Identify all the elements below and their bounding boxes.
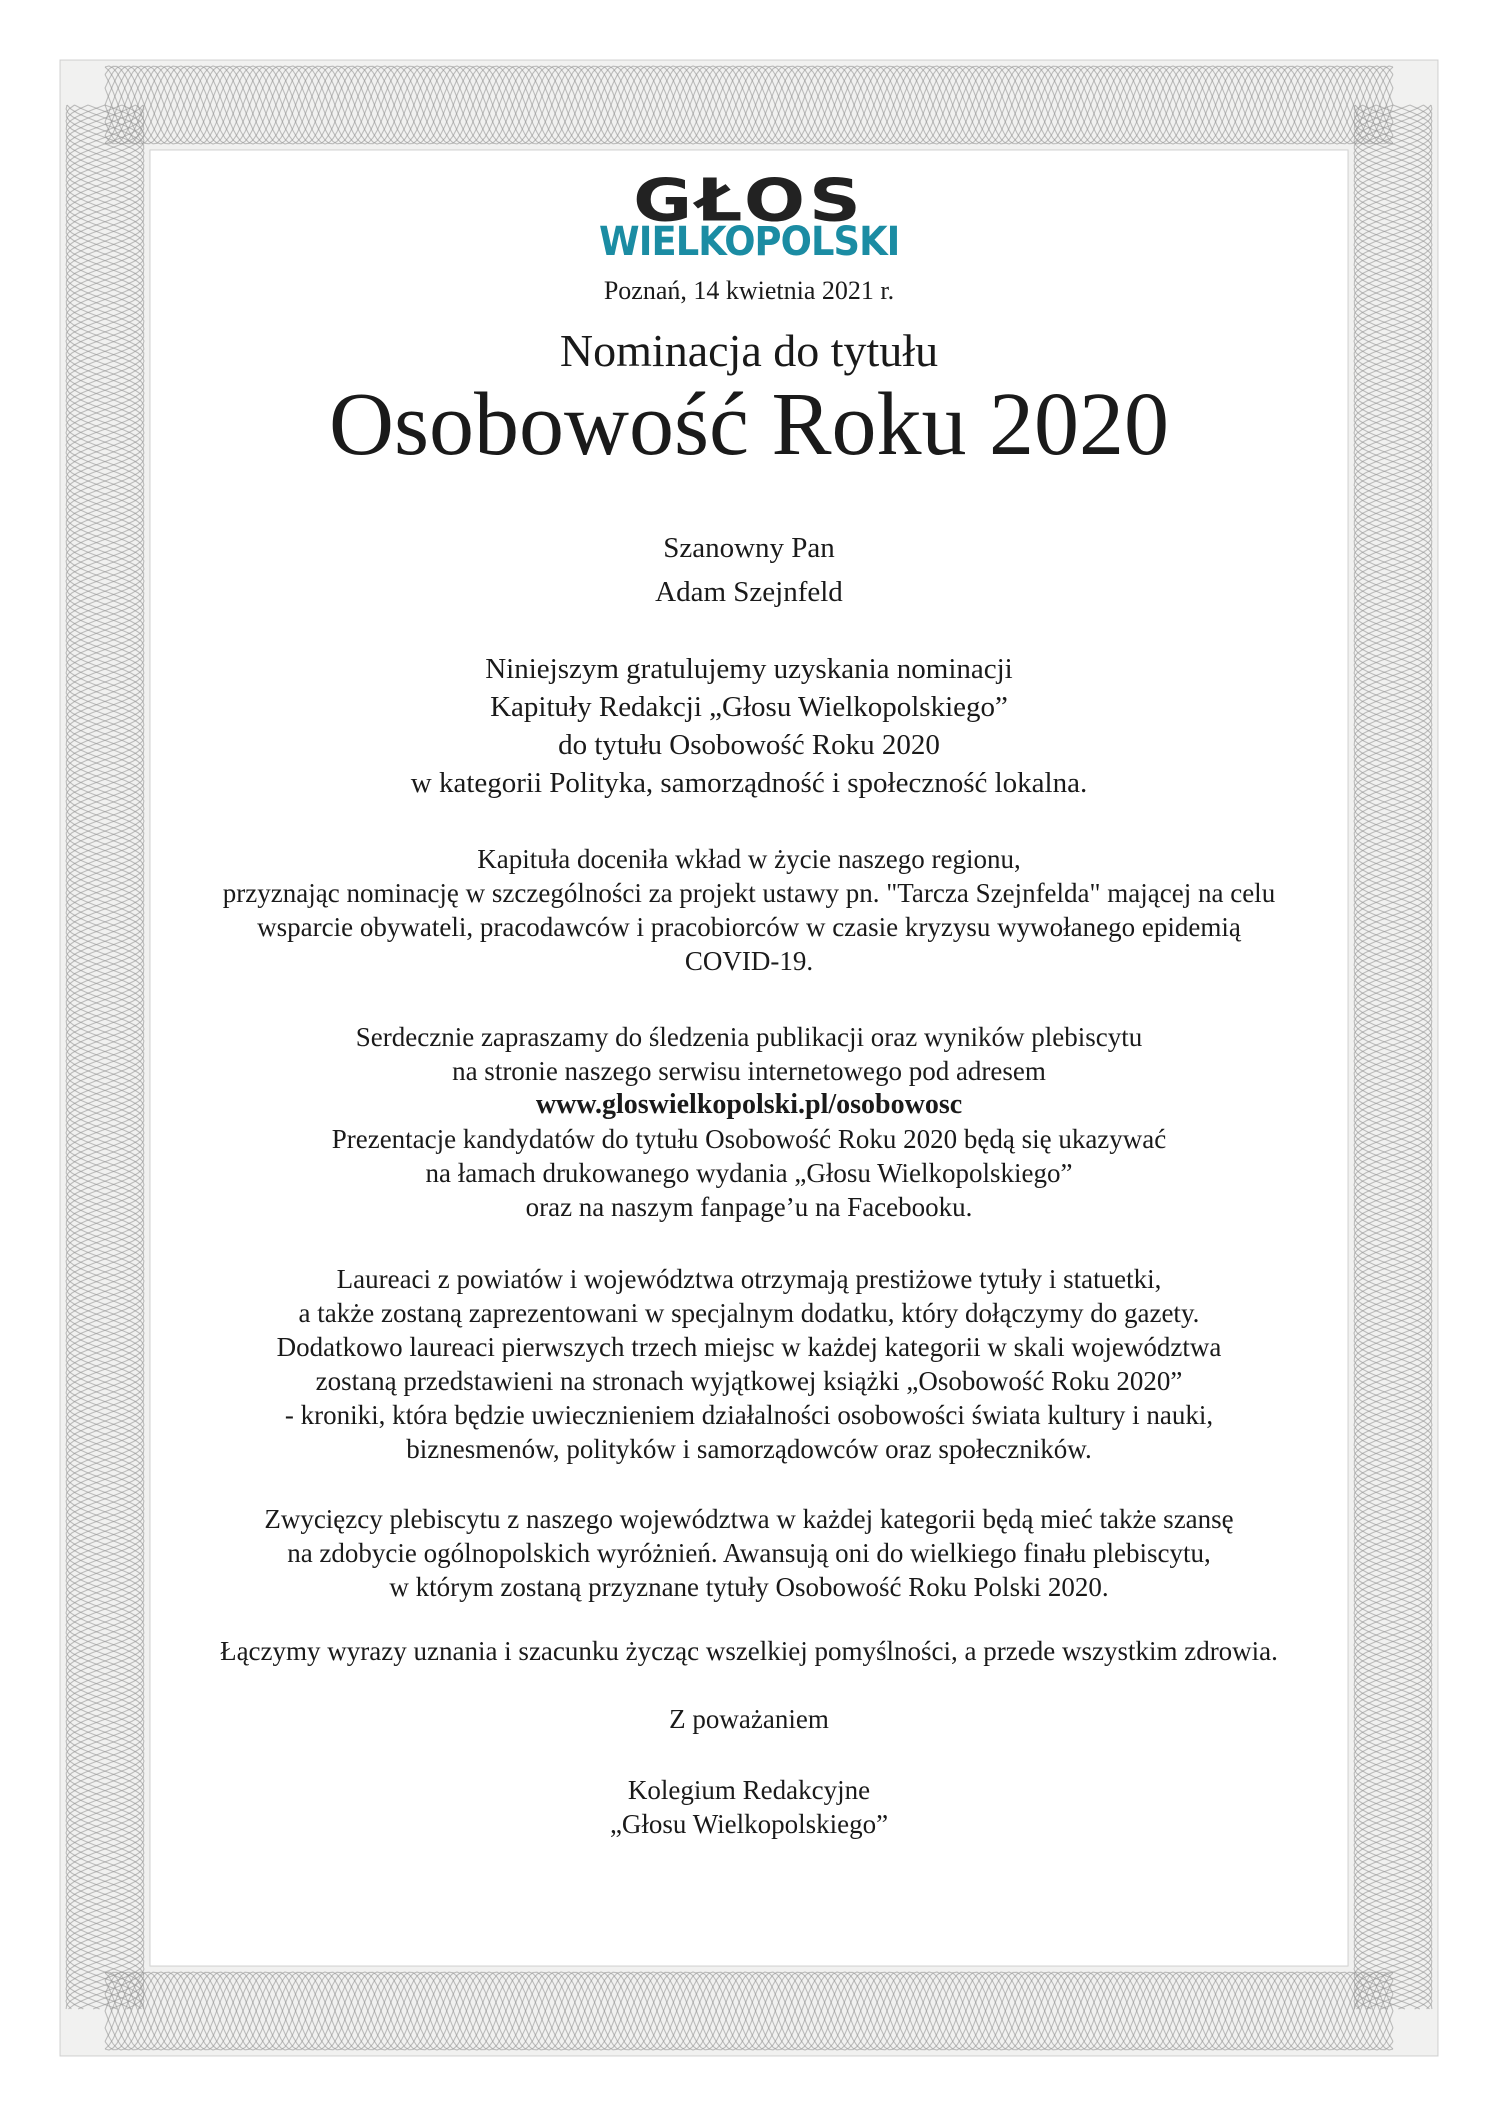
text-line: w którym zostaną przyznane tytuły Osobowość Roku Polski 2020. — [389, 1572, 1109, 1602]
text-line: Niniejszym gratulujemy uzyskania nominacji — [485, 653, 1013, 685]
text-line: na stronie naszego serwisu internetowego pod adresem — [452, 1056, 1046, 1086]
text-line: COVID-19. — [684, 946, 814, 976]
paragraph-congratulations — [150, 650, 1348, 802]
salutation — [150, 526, 1348, 614]
paragraph-justification — [150, 842, 1348, 978]
logo-bottom-text: WIELKOPOLSKI — [598, 219, 900, 265]
signature-line: Kolegium Redakcyjne — [627, 1775, 871, 1805]
paragraph-laureates — [150, 1262, 1348, 1466]
signature-line: „Głosu Wielkopolskiego” — [609, 1809, 889, 1839]
closing-phrase: Z poważaniem — [669, 1704, 829, 1734]
text-line: oraz na naszym fanpage’u na Facebooku. — [525, 1192, 973, 1222]
paragraph-invitation — [150, 1020, 1348, 1224]
text-line: wsparcie obywateli, pracodawców i pracobiorców w czasie kryzysu wywołanego epidemią — [257, 912, 1241, 942]
text-line: - kroniki, która będzie uwiecznieniem działalności osobowości świata kultury i nauki, — [284, 1400, 1214, 1430]
text-line: Kapituła doceniła wkład w życie naszego regionu, — [477, 844, 1021, 874]
text-line: Laureaci z powiatów i województwa otrzymają prestiżowe tytuły i statuetki, — [336, 1264, 1162, 1294]
text-line: Serdecznie zapraszamy do śledzenia publikacji oraz wyników plebiscytu — [355, 1022, 1143, 1052]
website-url: www.gloswielkopolski.pl/osobowosc — [535, 1089, 963, 1120]
text-line: biznesmenów, polityków i samorządowców oraz społeczników. — [406, 1434, 1092, 1464]
text-line: do tytułu Osobowość Roku 2020 — [558, 729, 940, 761]
signature — [150, 1773, 1348, 1841]
text-line: na łamach drukowanego wydania „Głosu Wielkopolskiego” — [425, 1158, 1073, 1188]
document-date: Poznań, 14 kwietnia 2021 r. — [603, 276, 895, 305]
salutation-line: Szanowny Pan — [663, 532, 835, 564]
text-line: Prezentacje kandydatów do tytułu Osobowość Roku 2020 będą się ukazywać — [331, 1124, 1167, 1154]
newspaper-logo — [150, 164, 1348, 265]
text-line: Dodatkowo laureaci pierwszych trzech miejsc w każdej kategorii w skali województwa — [276, 1332, 1222, 1362]
nomination-heading: Nominacja do tytułu — [559, 325, 939, 376]
award-title: Osobowość Roku 2020 — [328, 375, 1169, 474]
logo-top-text: GŁOS — [633, 165, 865, 235]
text-line: a także zostaną zaprezentowani w specjalnym dodatku, który dołączymy do gazety. — [298, 1298, 1200, 1328]
text-line: w kategorii Polityka, samorządność i społeczność lokalna. — [410, 767, 1088, 799]
text-line: zostaną przedstawieni na stronach wyjątkowej książki „Osobowość Roku 2020” — [315, 1366, 1183, 1396]
certificate-content — [150, 150, 1348, 1970]
text-line: Kapituły Redakcji „Głosu Wielkopolskiego” — [490, 691, 1008, 723]
text-line: na zdobycie ogólnopolskich wyróżnień. Awansują oni do wielkiego finału plebiscytu, — [287, 1538, 1211, 1568]
text-line: Zwycięzcy plebiscytu z naszego województwa w każdej kategorii będą mieć także szansę — [264, 1504, 1234, 1534]
recipient-name: Adam Szejnfeld — [655, 576, 843, 608]
paragraph-winners — [150, 1502, 1348, 1604]
paragraph-wishes: Łączymy wyrazy uznania i szacunku życząc wszelkiej pomyślności, a przede wszystkim zdrowia. — [220, 1636, 1278, 1666]
text-line: przyznając nominację w szczególności za projekt ustawy pn. "Tarcza Szejnfelda" mającej na celu — [222, 878, 1276, 908]
